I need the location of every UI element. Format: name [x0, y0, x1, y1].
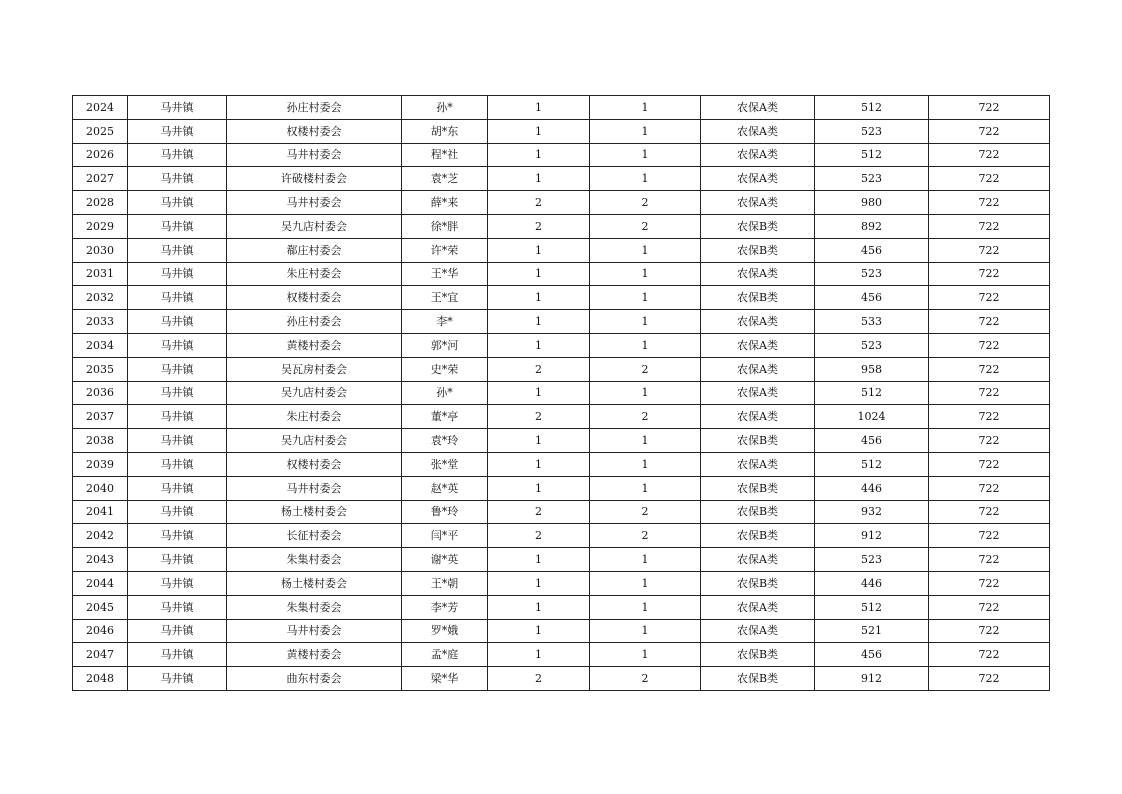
- amount-cell: 980: [815, 191, 929, 215]
- category-cell: 农保B类: [701, 500, 815, 524]
- person-count-cell: 1: [590, 619, 701, 643]
- town-cell: 马井镇: [128, 667, 227, 691]
- amount-cell: 446: [815, 476, 929, 500]
- town-cell: 马井镇: [128, 381, 227, 405]
- table-row: [73, 262, 1050, 286]
- household-count-cell: 1: [488, 262, 590, 286]
- amount-cell: 456: [815, 429, 929, 453]
- amount-cell: 912: [815, 524, 929, 548]
- village-committee-cell: 马井村委会: [227, 143, 402, 167]
- standard-cell: 722: [929, 214, 1050, 238]
- name-cell: 鲁*玲: [402, 500, 488, 524]
- category-cell: 农保A类: [701, 619, 815, 643]
- standard-cell: 722: [929, 167, 1050, 191]
- standard-cell: 722: [929, 310, 1050, 334]
- serial-number-cell: 2040: [73, 476, 128, 500]
- amount-cell: 512: [815, 143, 929, 167]
- town-cell: 马井镇: [128, 238, 227, 262]
- amount-cell: 456: [815, 643, 929, 667]
- village-committee-cell: 吴瓦房村委会: [227, 357, 402, 381]
- table-row: [73, 214, 1050, 238]
- name-cell: 王*华: [402, 262, 488, 286]
- household-count-cell: 2: [488, 357, 590, 381]
- person-count-cell: 1: [590, 548, 701, 572]
- table-row: [73, 310, 1050, 334]
- town-cell: 马井镇: [128, 548, 227, 572]
- serial-number-cell: 2037: [73, 405, 128, 429]
- village-committee-cell: 权楼村委会: [227, 119, 402, 143]
- serial-number-cell: 2035: [73, 357, 128, 381]
- serial-number-cell: 2027: [73, 167, 128, 191]
- name-cell: 李*芳: [402, 595, 488, 619]
- person-count-cell: 1: [590, 333, 701, 357]
- category-cell: 农保B类: [701, 286, 815, 310]
- table-row: [73, 238, 1050, 262]
- table-row: [73, 405, 1050, 429]
- town-cell: 马井镇: [128, 405, 227, 429]
- village-committee-cell: 权楼村委会: [227, 452, 402, 476]
- serial-number-cell: 2028: [73, 191, 128, 215]
- amount-cell: 892: [815, 214, 929, 238]
- table-row: [73, 167, 1050, 191]
- person-count-cell: 2: [590, 214, 701, 238]
- table-row: [73, 286, 1050, 310]
- town-cell: 马井镇: [128, 595, 227, 619]
- name-cell: 孟*庭: [402, 643, 488, 667]
- village-committee-cell: 朱庄村委会: [227, 405, 402, 429]
- standard-cell: 722: [929, 643, 1050, 667]
- table-row: [73, 619, 1050, 643]
- serial-number-cell: 2032: [73, 286, 128, 310]
- table-row: [73, 357, 1050, 381]
- name-cell: 董*亭: [402, 405, 488, 429]
- village-committee-cell: 朱集村委会: [227, 595, 402, 619]
- person-count-cell: 1: [590, 571, 701, 595]
- household-count-cell: 2: [488, 191, 590, 215]
- category-cell: 农保B类: [701, 238, 815, 262]
- name-cell: 程*社: [402, 143, 488, 167]
- household-count-cell: 2: [488, 405, 590, 429]
- category-cell: 农保A类: [701, 548, 815, 572]
- serial-number-cell: 2043: [73, 548, 128, 572]
- name-cell: 郭*河: [402, 333, 488, 357]
- category-cell: 农保B类: [701, 524, 815, 548]
- amount-cell: 912: [815, 667, 929, 691]
- table-row: [73, 452, 1050, 476]
- table-row: [73, 571, 1050, 595]
- person-count-cell: 2: [590, 405, 701, 429]
- category-cell: 农保A类: [701, 262, 815, 286]
- table-row: [73, 119, 1050, 143]
- household-count-cell: 1: [488, 429, 590, 453]
- town-cell: 马井镇: [128, 429, 227, 453]
- category-cell: 农保A类: [701, 119, 815, 143]
- village-committee-cell: 杨土楼村委会: [227, 571, 402, 595]
- serial-number-cell: 2025: [73, 119, 128, 143]
- name-cell: 袁*芝: [402, 167, 488, 191]
- serial-number-cell: 2036: [73, 381, 128, 405]
- standard-cell: 722: [929, 548, 1050, 572]
- town-cell: 马井镇: [128, 167, 227, 191]
- person-count-cell: 1: [590, 119, 701, 143]
- table-row: [73, 96, 1050, 120]
- village-committee-cell: 孙庄村委会: [227, 96, 402, 120]
- amount-cell: 523: [815, 333, 929, 357]
- standard-cell: 722: [929, 191, 1050, 215]
- standard-cell: 722: [929, 381, 1050, 405]
- person-count-cell: 1: [590, 595, 701, 619]
- village-committee-cell: 朱集村委会: [227, 548, 402, 572]
- person-count-cell: 1: [590, 310, 701, 334]
- household-count-cell: 1: [488, 643, 590, 667]
- name-cell: 张*堂: [402, 452, 488, 476]
- standard-cell: 722: [929, 262, 1050, 286]
- name-cell: 王*宜: [402, 286, 488, 310]
- town-cell: 马井镇: [128, 143, 227, 167]
- town-cell: 马井镇: [128, 500, 227, 524]
- standard-cell: 722: [929, 143, 1050, 167]
- town-cell: 马井镇: [128, 119, 227, 143]
- category-cell: 农保A类: [701, 405, 815, 429]
- serial-number-cell: 2039: [73, 452, 128, 476]
- amount-cell: 512: [815, 381, 929, 405]
- name-cell: 罗*娥: [402, 619, 488, 643]
- standard-cell: 722: [929, 333, 1050, 357]
- household-count-cell: 1: [488, 238, 590, 262]
- town-cell: 马井镇: [128, 333, 227, 357]
- serial-number-cell: 2026: [73, 143, 128, 167]
- standard-cell: 722: [929, 238, 1050, 262]
- town-cell: 马井镇: [128, 357, 227, 381]
- table-row: [73, 143, 1050, 167]
- table-row: [73, 524, 1050, 548]
- table-row: [73, 595, 1050, 619]
- person-count-cell: 2: [590, 667, 701, 691]
- standard-cell: 722: [929, 405, 1050, 429]
- person-count-cell: 1: [590, 643, 701, 667]
- person-count-cell: 1: [590, 143, 701, 167]
- person-count-cell: 1: [590, 381, 701, 405]
- person-count-cell: 2: [590, 357, 701, 381]
- town-cell: 马井镇: [128, 310, 227, 334]
- name-cell: 谢*英: [402, 548, 488, 572]
- category-cell: 农保A类: [701, 167, 815, 191]
- amount-cell: 523: [815, 548, 929, 572]
- name-cell: 徐*胖: [402, 214, 488, 238]
- person-count-cell: 1: [590, 452, 701, 476]
- person-count-cell: 1: [590, 286, 701, 310]
- name-cell: 胡*东: [402, 119, 488, 143]
- amount-cell: 446: [815, 571, 929, 595]
- household-count-cell: 2: [488, 500, 590, 524]
- amount-cell: 523: [815, 167, 929, 191]
- table-row: [73, 429, 1050, 453]
- household-count-cell: 2: [488, 667, 590, 691]
- name-cell: 孙*: [402, 96, 488, 120]
- town-cell: 马井镇: [128, 619, 227, 643]
- town-cell: 马井镇: [128, 571, 227, 595]
- standard-cell: 722: [929, 429, 1050, 453]
- table-row: [73, 333, 1050, 357]
- town-cell: 马井镇: [128, 286, 227, 310]
- table-body: [73, 96, 1050, 691]
- category-cell: 农保B类: [701, 643, 815, 667]
- amount-cell: 512: [815, 96, 929, 120]
- standard-cell: 722: [929, 119, 1050, 143]
- data-table: [72, 95, 1050, 691]
- serial-number-cell: 2038: [73, 429, 128, 453]
- table-row: [73, 381, 1050, 405]
- village-committee-cell: 黄楼村委会: [227, 643, 402, 667]
- name-cell: 梁*华: [402, 667, 488, 691]
- person-count-cell: 1: [590, 262, 701, 286]
- serial-number-cell: 2048: [73, 667, 128, 691]
- standard-cell: 722: [929, 452, 1050, 476]
- person-count-cell: 1: [590, 167, 701, 191]
- category-cell: 农保B类: [701, 214, 815, 238]
- serial-number-cell: 2024: [73, 96, 128, 120]
- table-row: [73, 643, 1050, 667]
- town-cell: 马井镇: [128, 214, 227, 238]
- village-committee-cell: 吴九店村委会: [227, 381, 402, 405]
- serial-number-cell: 2041: [73, 500, 128, 524]
- town-cell: 马井镇: [128, 524, 227, 548]
- person-count-cell: 1: [590, 238, 701, 262]
- category-cell: 农保A类: [701, 333, 815, 357]
- village-committee-cell: 权楼村委会: [227, 286, 402, 310]
- name-cell: 孙*: [402, 381, 488, 405]
- table-row: [73, 667, 1050, 691]
- name-cell: 闫*平: [402, 524, 488, 548]
- village-committee-cell: 马井村委会: [227, 619, 402, 643]
- category-cell: 农保A类: [701, 452, 815, 476]
- name-cell: 王*朝: [402, 571, 488, 595]
- amount-cell: 523: [815, 119, 929, 143]
- town-cell: 马井镇: [128, 262, 227, 286]
- person-count-cell: 2: [590, 500, 701, 524]
- household-count-cell: 1: [488, 548, 590, 572]
- category-cell: 农保A类: [701, 143, 815, 167]
- household-count-cell: 2: [488, 524, 590, 548]
- amount-cell: 533: [815, 310, 929, 334]
- household-count-cell: 1: [488, 381, 590, 405]
- amount-cell: 958: [815, 357, 929, 381]
- household-count-cell: 1: [488, 571, 590, 595]
- table-row: [73, 191, 1050, 215]
- village-committee-cell: 马井村委会: [227, 476, 402, 500]
- serial-number-cell: 2029: [73, 214, 128, 238]
- standard-cell: 722: [929, 524, 1050, 548]
- serial-number-cell: 2044: [73, 571, 128, 595]
- serial-number-cell: 2030: [73, 238, 128, 262]
- village-committee-cell: 曲东村委会: [227, 667, 402, 691]
- serial-number-cell: 2033: [73, 310, 128, 334]
- town-cell: 马井镇: [128, 96, 227, 120]
- serial-number-cell: 2042: [73, 524, 128, 548]
- household-count-cell: 1: [488, 96, 590, 120]
- household-count-cell: 1: [488, 619, 590, 643]
- household-count-cell: 1: [488, 119, 590, 143]
- town-cell: 马井镇: [128, 476, 227, 500]
- person-count-cell: 1: [590, 429, 701, 453]
- amount-cell: 456: [815, 286, 929, 310]
- village-committee-cell: 许破楼村委会: [227, 167, 402, 191]
- standard-cell: 722: [929, 571, 1050, 595]
- name-cell: 赵*英: [402, 476, 488, 500]
- amount-cell: 512: [815, 595, 929, 619]
- serial-number-cell: 2046: [73, 619, 128, 643]
- amount-cell: 932: [815, 500, 929, 524]
- village-committee-cell: 孙庄村委会: [227, 310, 402, 334]
- serial-number-cell: 2045: [73, 595, 128, 619]
- category-cell: 农保B类: [701, 667, 815, 691]
- category-cell: 农保A类: [701, 96, 815, 120]
- standard-cell: 722: [929, 667, 1050, 691]
- amount-cell: 521: [815, 619, 929, 643]
- household-count-cell: 1: [488, 286, 590, 310]
- name-cell: 袁*玲: [402, 429, 488, 453]
- table-row: [73, 476, 1050, 500]
- person-count-cell: 1: [590, 476, 701, 500]
- amount-cell: 1024: [815, 405, 929, 429]
- household-count-cell: 1: [488, 452, 590, 476]
- serial-number-cell: 2031: [73, 262, 128, 286]
- town-cell: 马井镇: [128, 452, 227, 476]
- household-count-cell: 1: [488, 310, 590, 334]
- category-cell: 农保B类: [701, 571, 815, 595]
- category-cell: 农保A类: [701, 310, 815, 334]
- table-row: [73, 500, 1050, 524]
- category-cell: 农保B类: [701, 476, 815, 500]
- person-count-cell: 2: [590, 524, 701, 548]
- standard-cell: 722: [929, 500, 1050, 524]
- village-committee-cell: 朱庄村委会: [227, 262, 402, 286]
- standard-cell: 722: [929, 286, 1050, 310]
- name-cell: 史*荣: [402, 357, 488, 381]
- standard-cell: 722: [929, 619, 1050, 643]
- name-cell: 薛*来: [402, 191, 488, 215]
- category-cell: 农保A类: [701, 595, 815, 619]
- name-cell: 李*: [402, 310, 488, 334]
- household-count-cell: 1: [488, 167, 590, 191]
- standard-cell: 722: [929, 595, 1050, 619]
- village-committee-cell: 吴九店村委会: [227, 214, 402, 238]
- village-committee-cell: 郗庄村委会: [227, 238, 402, 262]
- household-count-cell: 1: [488, 333, 590, 357]
- household-count-cell: 2: [488, 214, 590, 238]
- category-cell: 农保A类: [701, 381, 815, 405]
- household-count-cell: 1: [488, 595, 590, 619]
- serial-number-cell: 2047: [73, 643, 128, 667]
- table-row: [73, 548, 1050, 572]
- village-committee-cell: 黄楼村委会: [227, 333, 402, 357]
- village-committee-cell: 吴九店村委会: [227, 429, 402, 453]
- town-cell: 马井镇: [128, 643, 227, 667]
- standard-cell: 722: [929, 476, 1050, 500]
- serial-number-cell: 2034: [73, 333, 128, 357]
- person-count-cell: 1: [590, 96, 701, 120]
- town-cell: 马井镇: [128, 191, 227, 215]
- household-count-cell: 1: [488, 476, 590, 500]
- amount-cell: 456: [815, 238, 929, 262]
- village-committee-cell: 马井村委会: [227, 191, 402, 215]
- village-committee-cell: 长征村委会: [227, 524, 402, 548]
- category-cell: 农保A类: [701, 357, 815, 381]
- amount-cell: 512: [815, 452, 929, 476]
- name-cell: 许*荣: [402, 238, 488, 262]
- person-count-cell: 2: [590, 191, 701, 215]
- household-count-cell: 1: [488, 143, 590, 167]
- category-cell: 农保A类: [701, 191, 815, 215]
- amount-cell: 523: [815, 262, 929, 286]
- category-cell: 农保B类: [701, 429, 815, 453]
- village-committee-cell: 杨土楼村委会: [227, 500, 402, 524]
- standard-cell: 722: [929, 96, 1050, 120]
- standard-cell: 722: [929, 357, 1050, 381]
